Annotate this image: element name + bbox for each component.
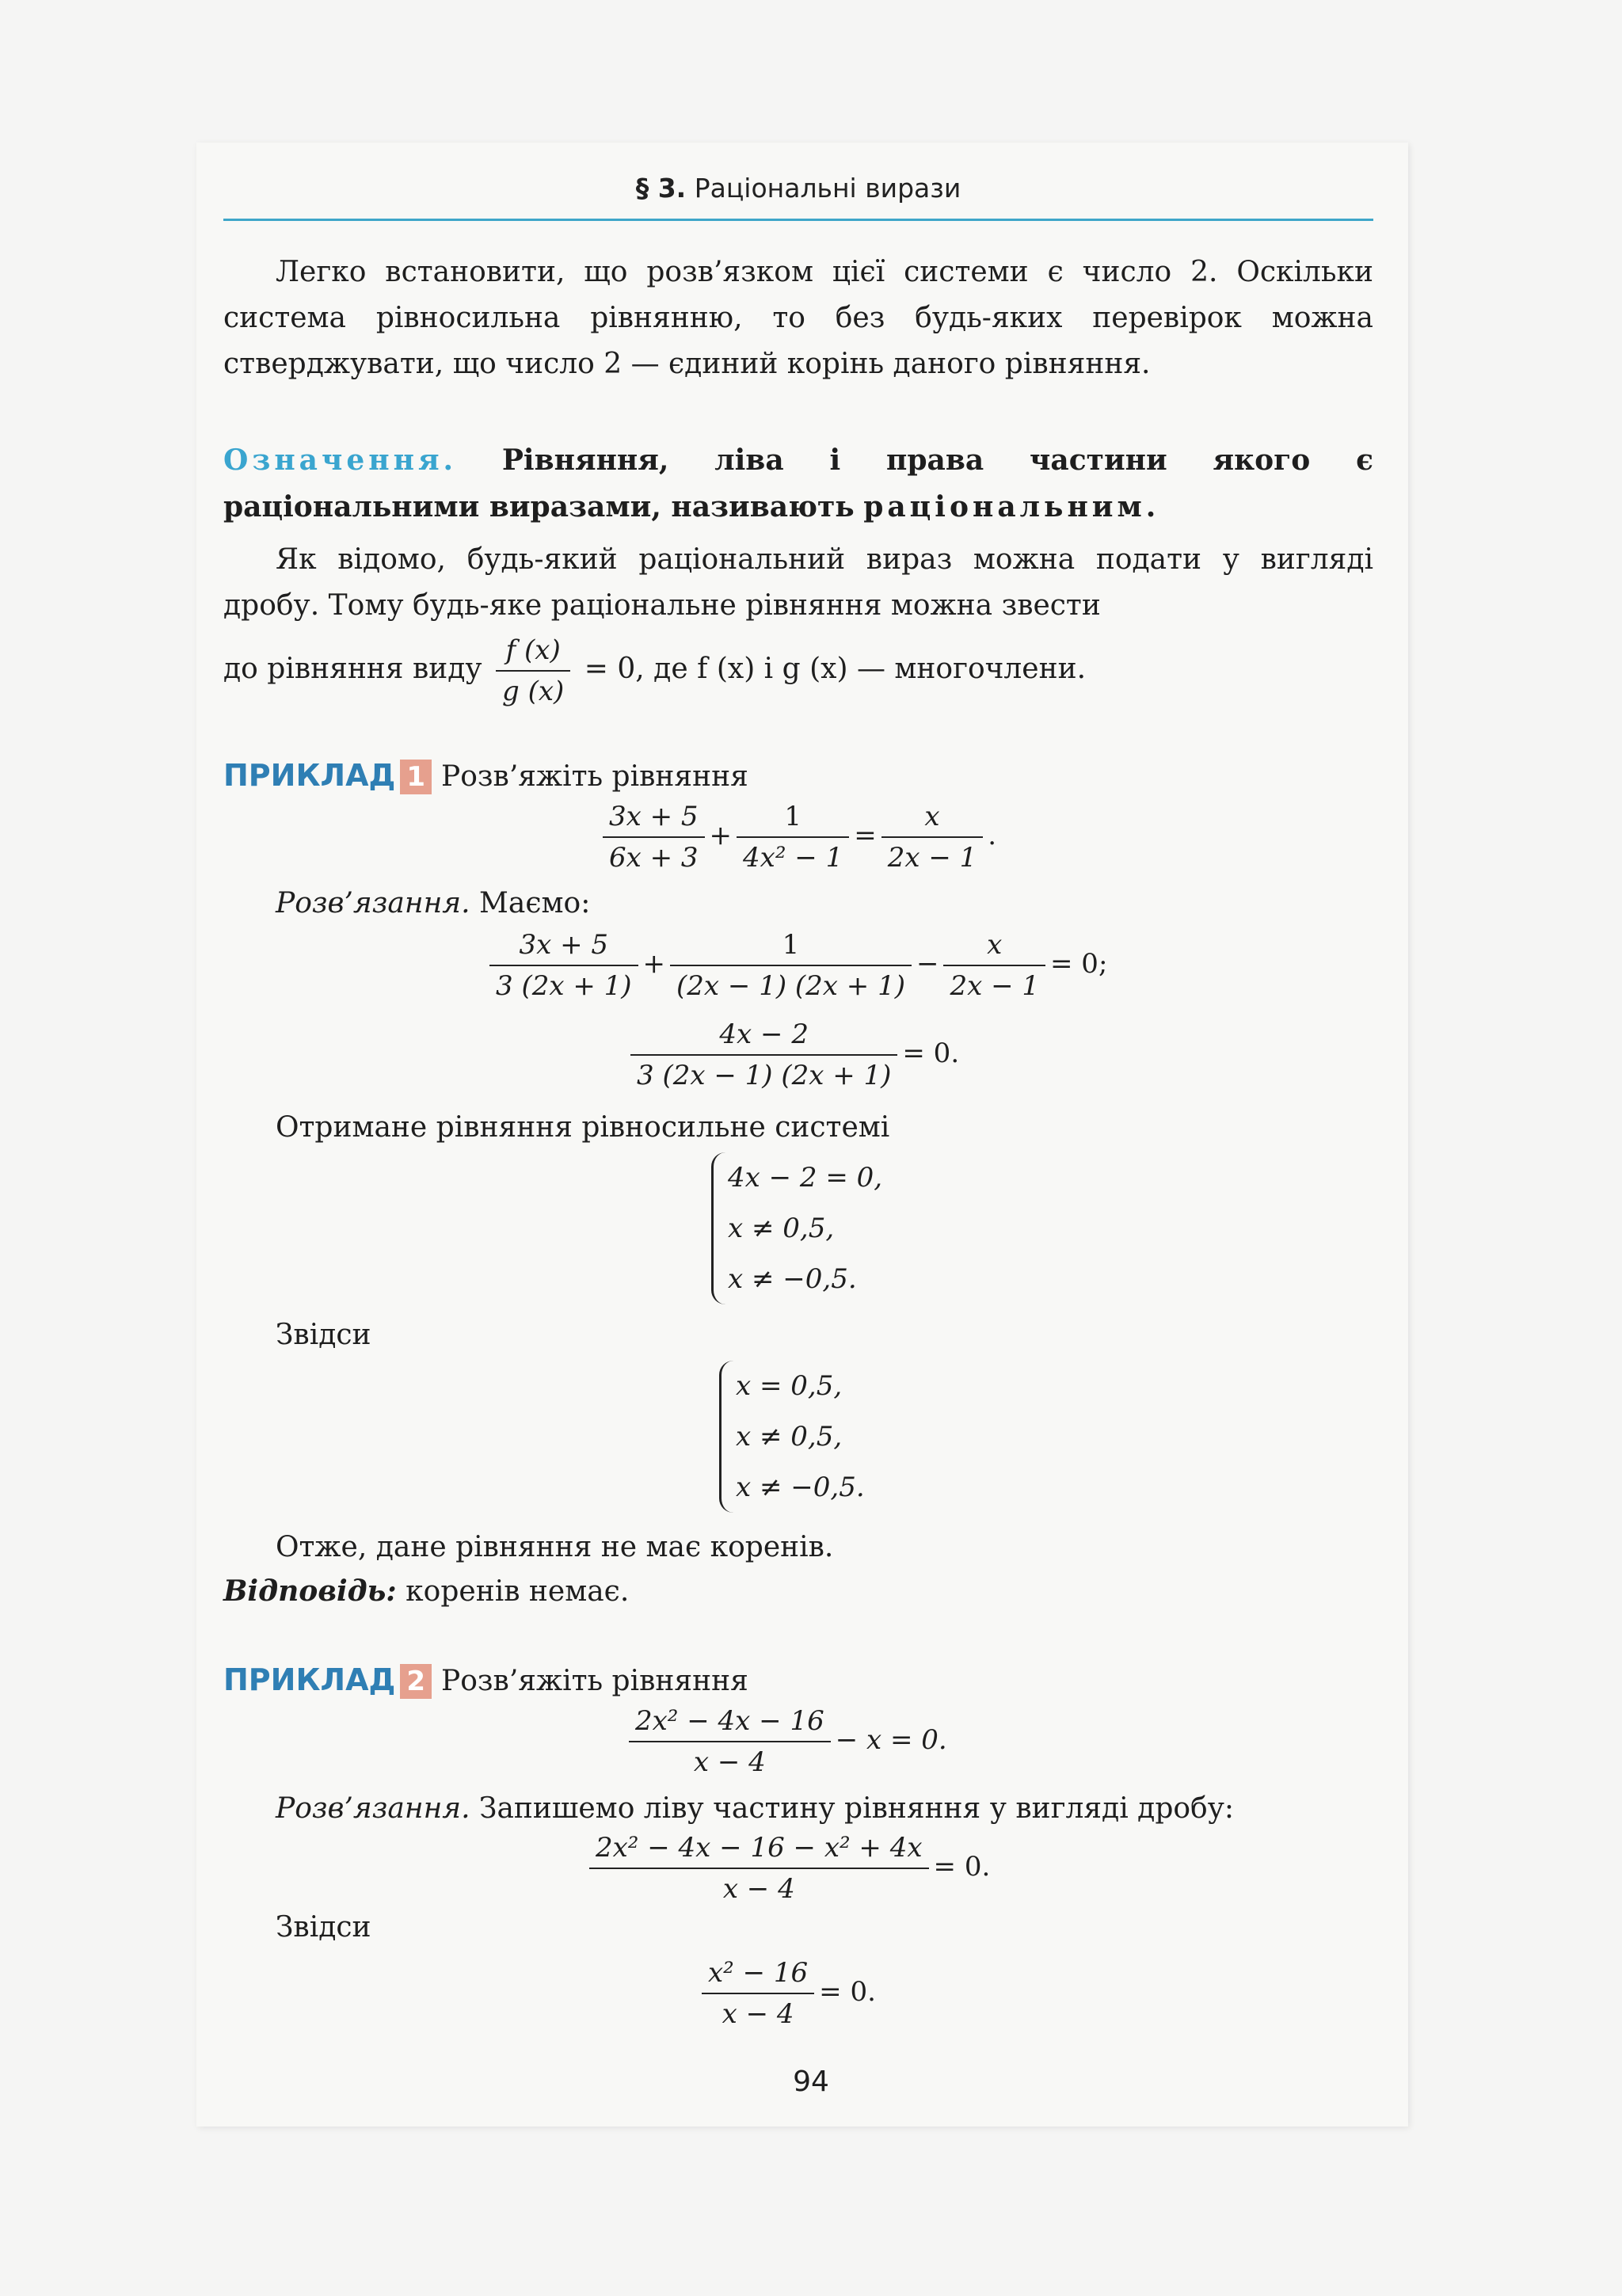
example1-label: ПРИКЛАД: [223, 758, 396, 793]
example1-step1: [485, 928, 1107, 1003]
step1-frac2-den: (2x − 1) (2x + 1): [676, 970, 905, 1002]
example2-heading: [223, 1657, 748, 1704]
page-number: 94: [793, 2066, 829, 2098]
step1-frac3-den: 2x − 1: [950, 970, 1040, 1002]
system2-line: x ≠ −0,5.: [736, 1472, 865, 1503]
system2: [719, 1361, 865, 1513]
known-paragraph: Як відомо, будь-який раціональний вираз можна подати у вигляді дробу. Тому будь-яке раціональне рівняння можна звести: [223, 543, 1373, 622]
ex2-eq-tail: − x = 0.: [835, 1724, 947, 1756]
eq1-op2: =: [854, 820, 877, 851]
eq1-tail: .: [988, 820, 997, 851]
step1-op2: −: [916, 948, 939, 980]
example1-equation: [598, 800, 996, 874]
page-header: [223, 166, 1373, 221]
ex2-step1-num: 2x² − 4x − 16 − x² + 4x: [589, 1831, 929, 1869]
system1-line: x ≠ 0,5,: [728, 1213, 835, 1244]
known-line-start: до рівняння виду: [223, 653, 482, 685]
step2-tail: = 0.: [902, 1038, 960, 1069]
eq1-frac3-den: 2x − 1: [887, 842, 977, 874]
section-title: Раціональні вирази: [694, 173, 961, 204]
conclusion: Отже, дане рівняння не має коренів.: [276, 1531, 834, 1563]
ex2-step2-num: x² − 16: [702, 1956, 814, 1994]
ex2-step2-tail: = 0.: [819, 1976, 876, 2008]
definition-label: Означення.: [223, 444, 458, 477]
definition-term: раціональним.: [863, 490, 1160, 524]
known-formula-line: [223, 634, 1373, 708]
ex2-eq-den: x − 4: [693, 1746, 766, 1778]
ex2-step1-den: x − 4: [722, 1873, 795, 1905]
step1-op1: +: [642, 948, 666, 980]
step1-frac1-den: 3 (2x + 1): [496, 970, 632, 1002]
system1: [711, 1152, 882, 1304]
step1-frac2-num: 1: [670, 928, 912, 966]
ex2-step1-tail: = 0.: [933, 1851, 991, 1883]
example2-step1: [584, 1831, 990, 1906]
example1-solution-line: [276, 881, 590, 927]
hence-label-2: Звідси: [276, 1911, 371, 1944]
eq1-op1: +: [709, 820, 733, 851]
known-line-end: = 0, де f (x) і g (x) — многочлени.: [584, 653, 1087, 685]
example1-number: 1: [400, 760, 432, 794]
intro-paragraph: Легко встановити, що розв’язком цієї системи є число 2. Оскільки система рівносильна рівнянню, то без будь-яких перевірок можна стверджувати, що число 2 — єдиний корінь даного рівняння.: [223, 256, 1373, 380]
example2-task: Розв’яжіть рівняння: [441, 1665, 748, 1697]
example2-solution-line: [276, 1786, 1234, 1832]
system2-line: x = 0,5,: [736, 1370, 843, 1402]
answer-line: [223, 1568, 629, 1615]
example1-heading: [223, 752, 748, 800]
eq1-frac1-den: 6x + 3: [609, 842, 699, 874]
example2-number: 2: [400, 1664, 432, 1699]
solution-label: Розв’язання.: [276, 1792, 470, 1825]
example2-label: ПРИКЛАД: [223, 1662, 396, 1697]
system1-line: 4x − 2 = 0,: [728, 1162, 883, 1194]
hence-label: Звідси: [276, 1319, 371, 1351]
system2-line: x ≠ 0,5,: [736, 1421, 843, 1453]
example2-equation: [624, 1704, 947, 1779]
example1-step2: [626, 1018, 959, 1092]
step1-tail: = 0;: [1050, 948, 1108, 980]
step1-frac1-num: 3x + 5: [489, 928, 638, 966]
solution-text: Маємо:: [479, 887, 591, 920]
eq1-frac2-den: 4x² − 1: [743, 842, 843, 874]
example2-step2: [697, 1956, 876, 2031]
section-number: § 3.: [635, 173, 687, 204]
definition-text: Рівняння, ліва і права частини якого є раціональними виразами, називають: [223, 444, 1373, 524]
answer-label: Відповідь:: [223, 1574, 397, 1608]
eq1-frac1-num: 3x + 5: [603, 800, 705, 838]
ex2-step2-den: x − 4: [722, 1998, 794, 2030]
system1-line: x ≠ −0,5.: [728, 1263, 857, 1295]
system-intro: Отримане рівняння рівносильне системі: [276, 1111, 890, 1144]
ex2-eq-num: 2x² − 4x − 16: [629, 1704, 831, 1742]
fraction-denominator: g (x): [502, 676, 565, 707]
solution-text: Запишемо ліву частину рівняння у вигляді дробу:: [479, 1792, 1235, 1825]
fraction-numerator: f (x): [496, 634, 570, 672]
solution-label: Розв’язання.: [276, 887, 470, 920]
eq1-frac2-num: 1: [737, 800, 849, 838]
fraction-f-over-g: [496, 634, 570, 708]
answer-text: коренів немає.: [406, 1575, 630, 1608]
example1-task: Розв’яжіть рівняння: [441, 760, 748, 793]
definition-block: [223, 437, 1373, 531]
eq1-frac3-num: x: [881, 800, 984, 838]
step2-den: 3 (2x − 1) (2x + 1): [637, 1060, 892, 1091]
step1-frac3-num: x: [943, 928, 1045, 966]
step2-num: 4x − 2: [630, 1018, 897, 1056]
